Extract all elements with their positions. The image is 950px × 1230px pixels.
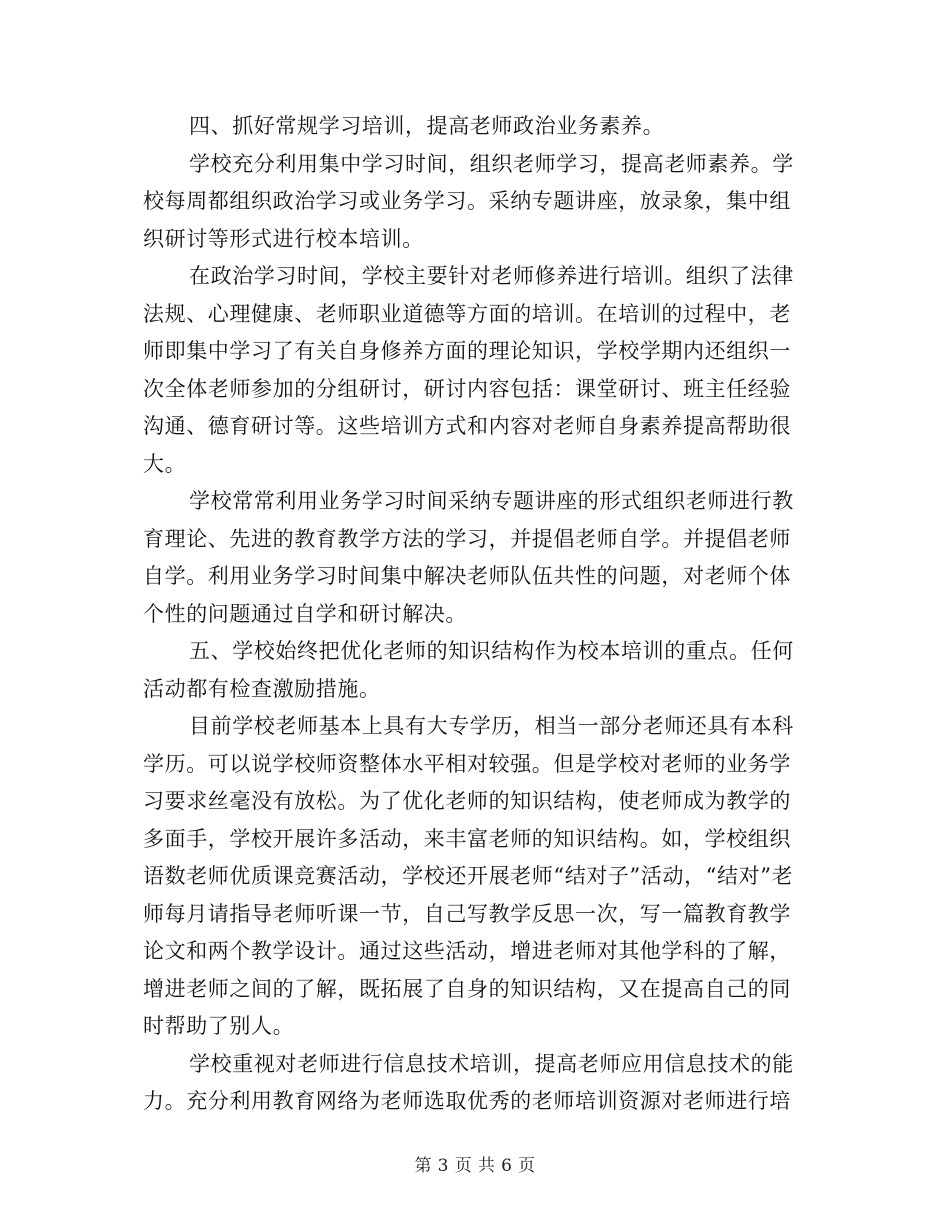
- section-heading-4: 四、抓好常规学习培训，提高老师政治业务素养。: [189, 114, 665, 138]
- body-text: [143, 108, 807, 1121]
- paragraph: 学校重视对老师进行信息技术培训，提高老师应用信息技术的能力。充分利用教育网络为老师选取优秀的老师培训资源对老师进行培: [143, 1051, 794, 1113]
- paragraph: 在政治学习时间，学校主要针对老师修养进行培训。组织了法律法规、心理健康、老师职业道德等方面的培训。在培训的过程中，老师即集中学习了有关自身修养方面的理论知识，学校学期内还组织一次全体老师参加的分组研讨，研讨内容包括：课堂研讨、班主任经验沟通、德育研讨等。这些培训方式和内容对老师自身素养提高帮助很大。: [143, 264, 794, 476]
- paragraph: 目前学校老师基本上具有大专学历，相当一部分老师还具有本科学历。可以说学校师资整体水平相对较强。但是学校对老师的业务学习要求丝毫没有放松。为了优化老师的知识结构，使老师成为教学的多面手，学校开展许多活动，来丰富老师的知识结构。如，学校组织语数老师优质课竞赛活动，学校还开展老师“结对子”活动，“结对”老师每月请指导老师听课一节，自己写教学反思一次，写一篇教育教学论文和两个教学设计。通过这些活动，增进老师对其他学科的了解，增进老师之间的了解，既拓展了自身的知识结构，又在提高自己的同时帮助了别人。: [143, 714, 794, 1038]
- paragraph: 学校常常利用业务学习时间采纳专题讲座的形式组织老师进行教育理论、先进的教育教学方法的学习，并提倡老师自学。并提倡老师自学。利用业务学习时间集中解决老师队伍共性的问题，对老师个体个性的问题通过自学和研讨解决。: [143, 489, 794, 626]
- section-heading-5: 五、学校始终把优化老师的知识结构作为校本培训的重点。任何活动都有检查激励措施。: [143, 639, 794, 701]
- paragraph: 学校充分利用集中学习时间，组织老师学习，提高老师素养。学校每周都组织政治学习或业务学习。采纳专题讲座，放录象，集中组织研讨等形式进行校本培训。: [143, 151, 794, 251]
- page-number-footer: 第 3 页 共 6 页: [414, 1156, 536, 1176]
